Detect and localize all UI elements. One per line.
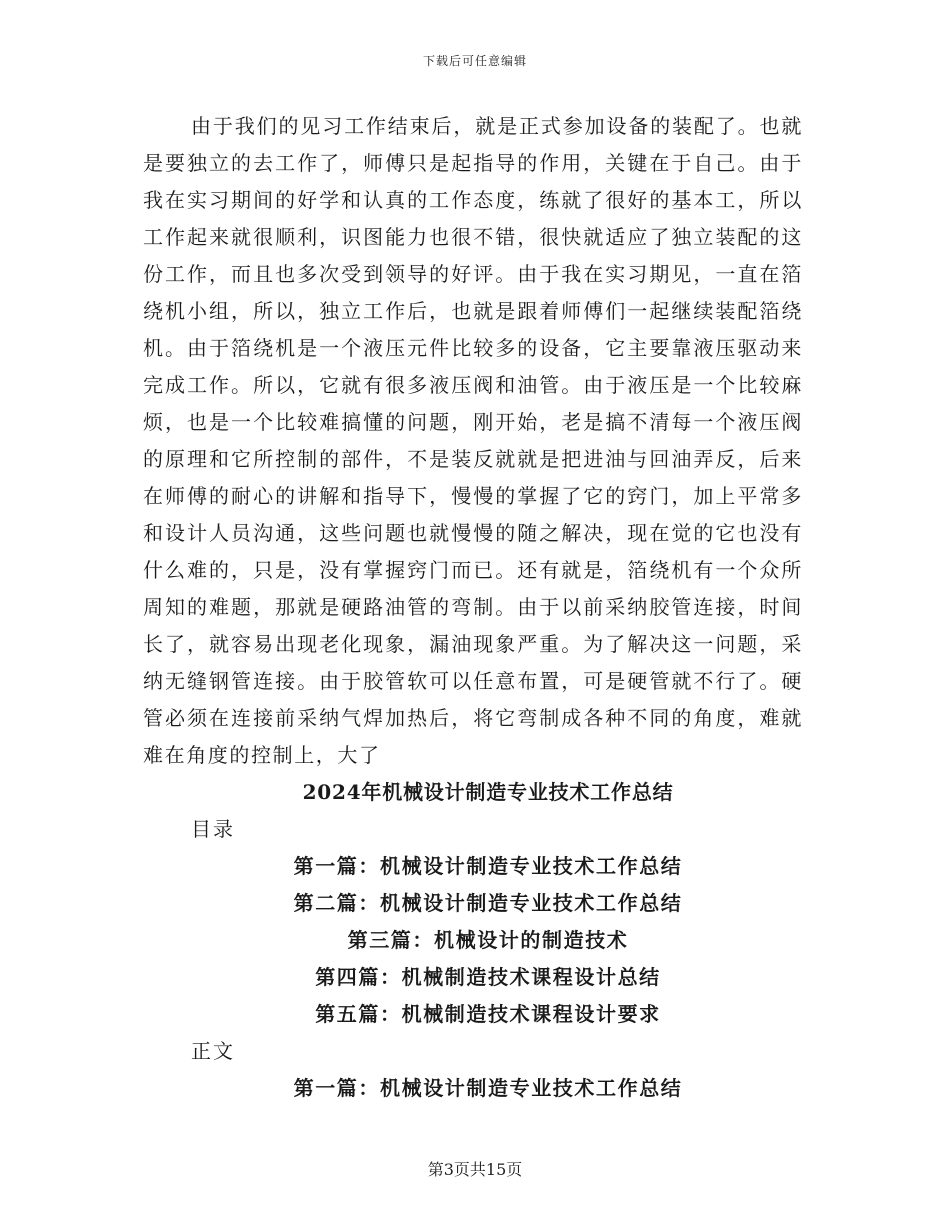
page-footer: 第3页共15页 xyxy=(427,1160,523,1179)
toc-label: 目录 xyxy=(191,817,235,841)
body-paragraph: 由于我们的见习工作结束后，就是正式参加设备的装配了。也就是要独立的去工作了，师傅只是起指导的作用，关键在于自己。由于我在实习期间的好学和认真的工作态度，练就了很好的基本工，所以工作起来就很顺利，识图能力也很不错，很快就适应了独立装配的这份工作，而且也多次受到领导的好评。由于我在实习期见，一直在箔绕机小组，所以，独立工作后，也就是跟着师傅们一起继续装配箔绕机。由于箔绕机是一个液压元件比较多的设备，它主要靠液压驱动来完成工作。所以，它就有很多液压阀和油管。由于液压是一个比较麻烦，也是一个比较难搞懂的问题，刚开始，老是搞不清每一个液压阀的原理和它所控制的部件，不是装反就就是把进油与回油弄反，后来在师傅的耐心的讲解和指导下，慢慢的掌握了它的窍门，加上平常多和设计人员沟通，这些问题也就慢慢的随之解决，现在觉的它也没有什么难的，只是，没有掌握窍门而已。还有就是，箔绕机有一个众所周知的难题，那就是硬路油管的弯制。由于以前采纳胶管连接，时间长了，就容易出现老化现象，漏油现象严重。为了解决这一问题，采纳无缝钢管连接。由于胶管软可以任意布置，可是硬管就不行了。硬管必须在连接前采纳气焊加热后，将它弯制成各种不同的角度，难就难在角度的控制上，大了 xyxy=(143,114,803,767)
document-content xyxy=(143,108,803,1107)
page-header: 下载后可任意编辑 xyxy=(422,54,527,68)
document-title: 2024年机械设计制造专业技术工作总结 xyxy=(302,780,674,804)
body-label: 正文 xyxy=(191,1039,235,1063)
toc-item-3: 第三篇：机械设计的制造技术 xyxy=(347,928,629,952)
table-of-contents xyxy=(143,848,803,1033)
toc-item-5: 第五篇：机械制造技术课程设计要求 xyxy=(315,1002,661,1026)
toc-item-1: 第一篇：机械设计制造专业技术工作总结 xyxy=(293,854,683,878)
toc-item-4: 第四篇：机械制造技术课程设计总结 xyxy=(315,965,661,989)
section-heading: 第一篇：机械设计制造专业技术工作总结 xyxy=(293,1076,683,1100)
toc-item-2: 第二篇：机械设计制造专业技术工作总结 xyxy=(293,891,683,915)
